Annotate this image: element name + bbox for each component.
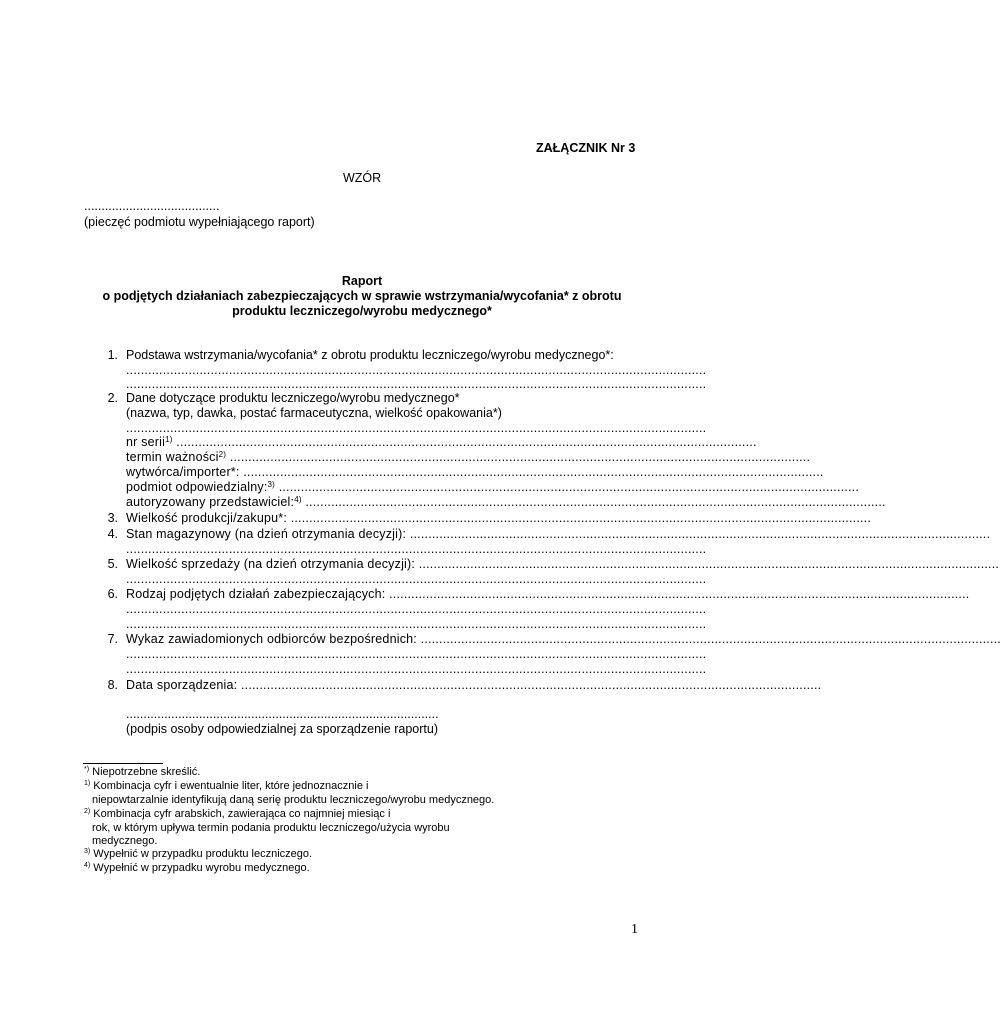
footnote-ref: 3) (267, 480, 276, 489)
fill-line: .............................................................................................................................................................. (126, 602, 707, 616)
item-6-number: 6. (107, 587, 118, 601)
manufacturer-field: wytwórca/importer*: .............................................................................................................................................................. (126, 465, 824, 479)
footnote-mark: 4) (84, 862, 91, 869)
footnote-mark: 2) (84, 808, 91, 815)
fill-line: .............................................................................................................................................................. (126, 377, 707, 391)
footnote-text: Kombinacja cyfr i ewentualnie liter, które jednoznacznie i (93, 780, 369, 792)
page-number: 1 (631, 922, 638, 937)
fill-line: .............................................................................................................................................................. (126, 572, 707, 586)
expiry-field: termin ważności$^{2)}$ .............................................................................................................................................................. (126, 450, 811, 464)
stamp-dots: ....................................... (84, 199, 220, 213)
item-2-sublabel: (nazwa, typ, dawka, postać farmaceutyczna, wielkość opakowania*) (126, 406, 502, 420)
footnote-2-cont: medycznego. (92, 835, 158, 847)
footnote-ref: 2) (218, 450, 227, 459)
item-3-field: Wielkość produkcji/zakupu*: .............................................................................................................................................................. (126, 511, 872, 525)
item-2-number: 2. (107, 391, 118, 405)
item-1-label: Podstawa wstrzymania/wycofania* z obrotu produktu leczniczego/wyrobu medycznego*: (126, 348, 614, 362)
footnote-2-cont: rok, w którym upływa termin podania produktu leczniczego/użycia wyrobu (92, 822, 450, 834)
stamp-label: (pieczęć podmiotu wypełniającego raport) (84, 215, 315, 229)
annex-label: ZAŁĄCZNIK Nr 3 (536, 141, 636, 155)
item-7-label: Wykaz zawiadomionych odbiorców bezpośrednich: (126, 632, 417, 646)
footnote-ref: 4) (294, 495, 302, 504)
item-4-number: 4. (107, 527, 118, 541)
batch-field: nr serii$^{1)}$ .............................................................................................................................................................. (126, 435, 757, 449)
footnote-separator (83, 763, 163, 764)
signature-label: (podpis osoby odpowiedzialnej za sporządzenie raportu) (126, 722, 438, 736)
responsible-label: podmiot odpowiedzialny: (126, 480, 268, 494)
responsible-field: podmiot odpowiedzialny:$^{3)}$ .............................................................................................................................................................. (126, 480, 860, 494)
representative-label: autoryzowany przedstawiciel: (126, 495, 295, 509)
template-label: WZÓR (343, 171, 382, 185)
item-5-label: Wielkość sprzedaży (na dzień otrzymania decyzji): (126, 557, 416, 571)
footnote-1 (84, 780, 368, 792)
footnote-0 (84, 766, 200, 778)
footnote-text: Niepotrzebne skreślić. (92, 766, 201, 778)
expiry-label: termin ważności (126, 450, 219, 464)
report-subtitle-2: produktu leczniczego/wyrobu medycznego* (232, 304, 492, 318)
footnote-mark: *) (84, 766, 90, 773)
signature-dots: .......................................................................................... (126, 707, 439, 721)
item-6-label: Rodzaj podjętych działań zabezpieczających: (126, 587, 386, 601)
item-7-number: 7. (107, 632, 118, 646)
fill-line: .............................................................................................................................................................. (126, 363, 707, 377)
fill-line: .............................................................................................................................................................. (126, 542, 707, 556)
item-8-label: Data sporządzenia: (126, 678, 238, 692)
batch-label: nr serii (126, 435, 166, 449)
item-8-number: 8. (107, 678, 118, 692)
item-4-label: Stan magazynowy (na dzień otrzymania decyzji): (126, 527, 407, 541)
item-5-field: Wielkość sprzedaży (na dzień otrzymania decyzji): .............................................................................................................................................................. (126, 557, 1000, 571)
footnote-text: Kombinacja cyfr arabskich, zawierająca co najmniej miesiąc i (93, 808, 391, 820)
footnote-2 (84, 808, 390, 820)
item-1-number: 1. (107, 348, 118, 362)
report-subtitle-1: o podjętych działaniach zabezpieczających w sprawie wstrzymania/wycofania* z obrotu (102, 289, 622, 303)
representative-field: autoryzowany przedstawiciel:$^{4)}$ .............................................................................................................................................................. (126, 495, 886, 509)
footnote-3 (84, 848, 312, 860)
item-3-label: Wielkość produkcji/zakupu*: (126, 511, 288, 525)
item-3-number: 3. (107, 511, 118, 525)
item-2-label: Dane dotyczące produktu leczniczego/wyrobu medycznego* (126, 391, 460, 405)
footnote-1-cont: niepowtarzalnie identyfikują daną serię produktu leczniczego/wyrobu medycznego. (92, 794, 495, 806)
item-6-field: Rodzaj podjętych działań zabezpieczających: .............................................................................................................................................................. (126, 587, 970, 601)
manufacturer-label: wytwórca/importer*: (126, 465, 240, 479)
footnote-text: Wypełnić w przypadku wyrobu medycznego. (93, 862, 310, 874)
item-8-field: Data sporządzenia: .............................................................................................................................................................. (126, 678, 822, 692)
item-7-field: Wykaz zawiadomionych odbiorców bezpośrednich: .............................................................................................................................................................. (126, 632, 1001, 646)
fill-line: .............................................................................................................................................................. (126, 662, 707, 676)
item-4-field: Stan magazynowy (na dzień otrzymania decyzji): .............................................................................................................................................................. (126, 527, 991, 541)
item-5-number: 5. (107, 557, 118, 571)
footnote-mark: 3) (84, 848, 91, 855)
footnote-mark: 1) (84, 780, 91, 787)
footnote-ref: 1) (165, 435, 173, 444)
footnote-4 (84, 862, 310, 874)
fill-line: .............................................................................................................................................................. (126, 617, 707, 631)
fill-line: .............................................................................................................................................................. (126, 421, 707, 435)
fill-line: .............................................................................................................................................................. (126, 647, 707, 661)
report-title: Raport (341, 274, 383, 288)
footnote-text: Wypełnić w przypadku produktu leczniczego. (93, 848, 313, 860)
